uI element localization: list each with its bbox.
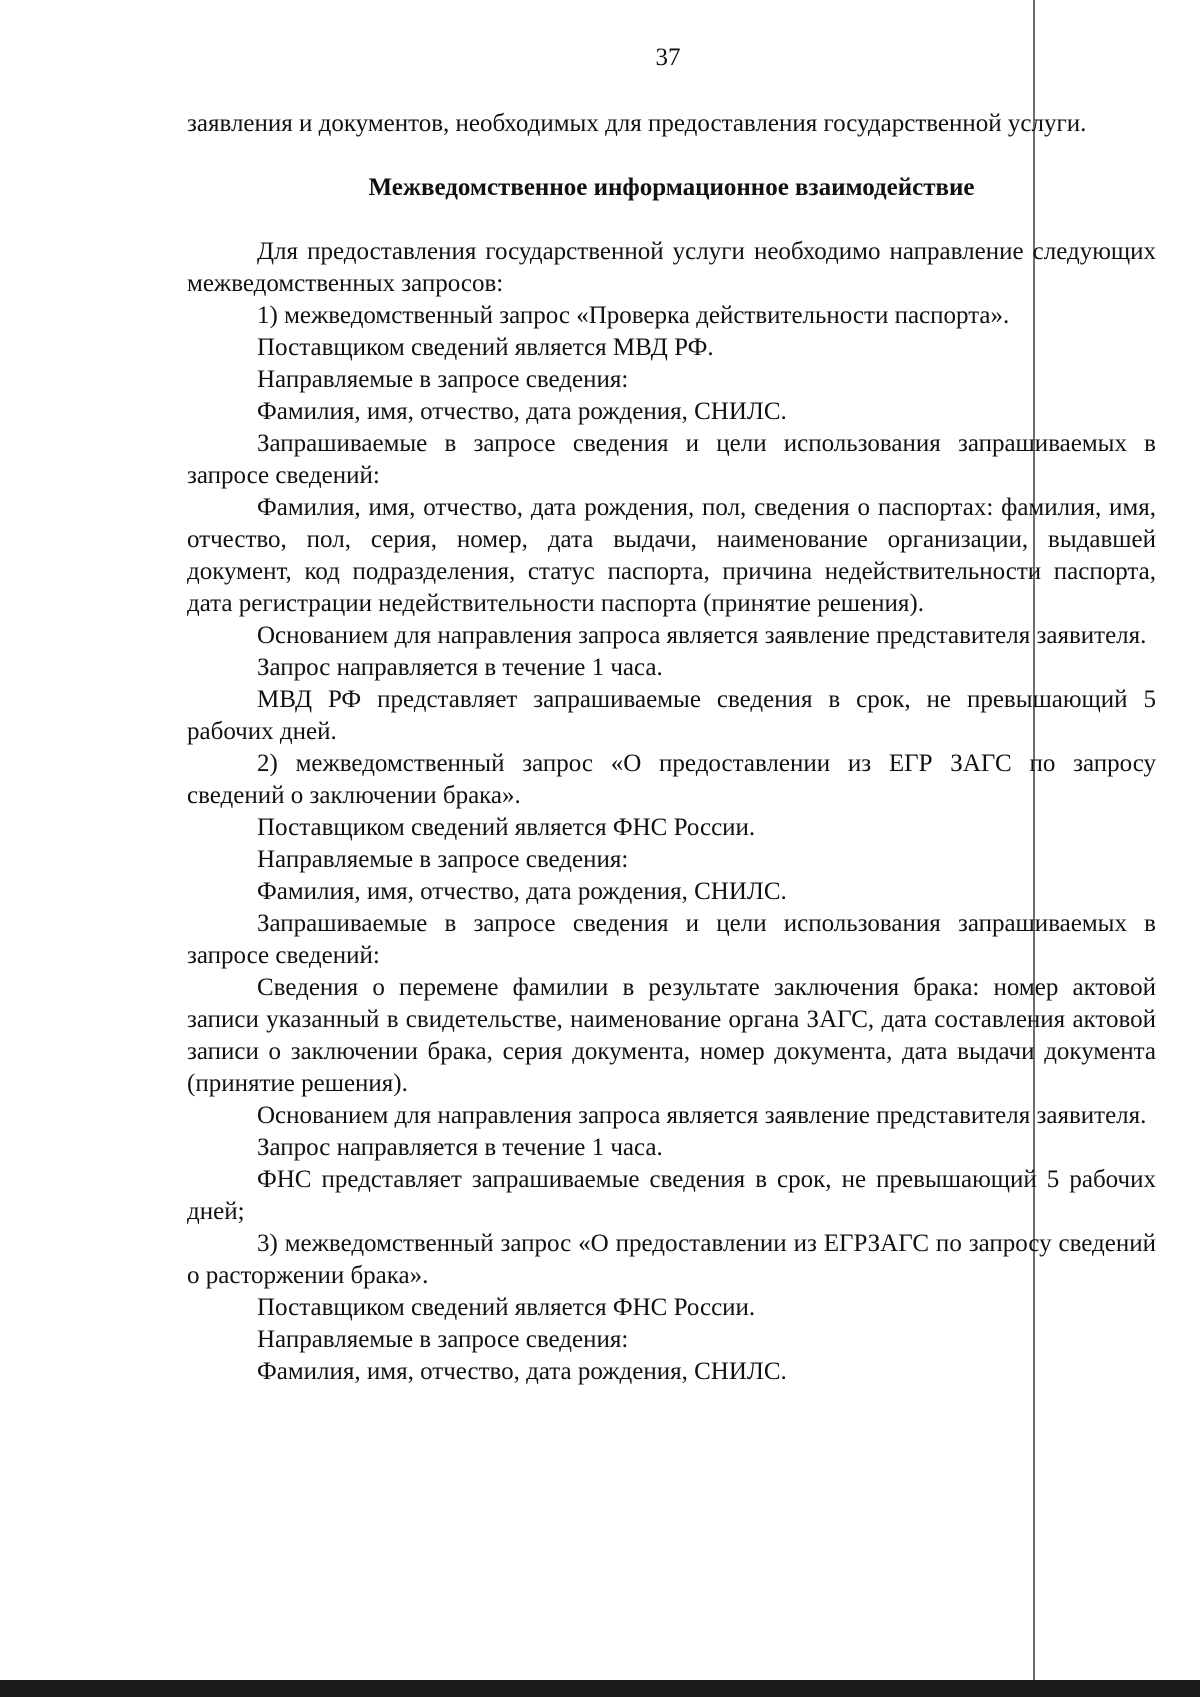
paragraph: 3) межведомственный запрос «О предоставлении из ЕГРЗАГС по запросу сведений о расторжении брака». — [187, 1230, 1156, 1289]
paragraph: Запрос направляется в течение 1 часа. — [257, 1134, 663, 1161]
paragraph: Основанием для направления запроса является заявление представителя заявителя. — [257, 622, 1147, 649]
paragraph: Фамилия, имя, отчество, дата рождения, СНИЛС. — [257, 1358, 787, 1385]
scan-bottom-edge — [0, 1680, 1200, 1697]
page-number: 37 — [655, 44, 681, 71]
paragraph: Поставщиком сведений является ФНС России. — [257, 1294, 756, 1321]
paragraph: Направляемые в запросе сведения: — [257, 846, 629, 873]
paragraph: Поставщиком сведений является МВД РФ. — [257, 334, 714, 361]
spacer — [187, 204, 1156, 236]
paragraph: Основанием для направления запроса является заявление представителя заявителя. — [257, 1102, 1147, 1129]
paragraph: ФНС представляет запрашиваемые сведения в срок, не превышающий 5 рабочих дней; — [187, 1166, 1156, 1225]
paragraph: 2) межведомственный запрос «О предоставлении из ЕГР ЗАГС по запросу сведений о заключении брака». — [187, 750, 1156, 809]
paragraph: Запрашиваемые в запросе сведения и цели использования запрашиваемых в запросе сведений: — [187, 430, 1156, 489]
document-body — [187, 108, 1156, 1388]
paragraph: Фамилия, имя, отчество, дата рождения, СНИЛС. — [257, 878, 787, 905]
paragraph: Поставщиком сведений является ФНС России. — [257, 814, 756, 841]
paragraph: Фамилия, имя, отчество, дата рождения, пол, сведения о паспортах: фамилия, имя, отчество, пол, серия, номер, дата выдачи, наименование организации, выдавшей документ, код подразделения, статус паспорта, причина недействительности паспорта, дата регистрации недействительности паспорта (принятие решения). — [187, 494, 1156, 617]
section-heading: Межведомственное информационное взаимодействие — [368, 174, 975, 201]
paragraph: Сведения о перемене фамилии в результате заключения брака: номер актовой записи указанный в свидетельстве, наименование органа ЗАГС, дата составления актовой записи о заключении брака, серия документа, номер документа, дата выдачи документа (принятие решения). — [187, 974, 1156, 1097]
paragraph: Запрос направляется в течение 1 часа. — [257, 654, 663, 681]
intro-paragraph: заявления и документов, необходимых для предоставления государственной услуги. — [187, 110, 1087, 137]
spacer — [187, 140, 1156, 172]
paragraph: Для предоставления государственной услуги необходимо направление следующих межведомственных запросов: — [187, 238, 1156, 297]
paragraph: МВД РФ представляет запрашиваемые сведения в срок, не превышающий 5 рабочих дней. — [187, 686, 1156, 745]
paragraph: Направляемые в запросе сведения: — [257, 366, 629, 393]
paragraph: Фамилия, имя, отчество, дата рождения, СНИЛС. — [257, 398, 787, 425]
paragraph: Запрашиваемые в запросе сведения и цели использования запрашиваемых в запросе сведений: — [187, 910, 1156, 969]
paragraph: Направляемые в запросе сведения: — [257, 1326, 629, 1353]
paragraph: 1) межведомственный запрос «Проверка действительности паспорта». — [257, 302, 1010, 329]
